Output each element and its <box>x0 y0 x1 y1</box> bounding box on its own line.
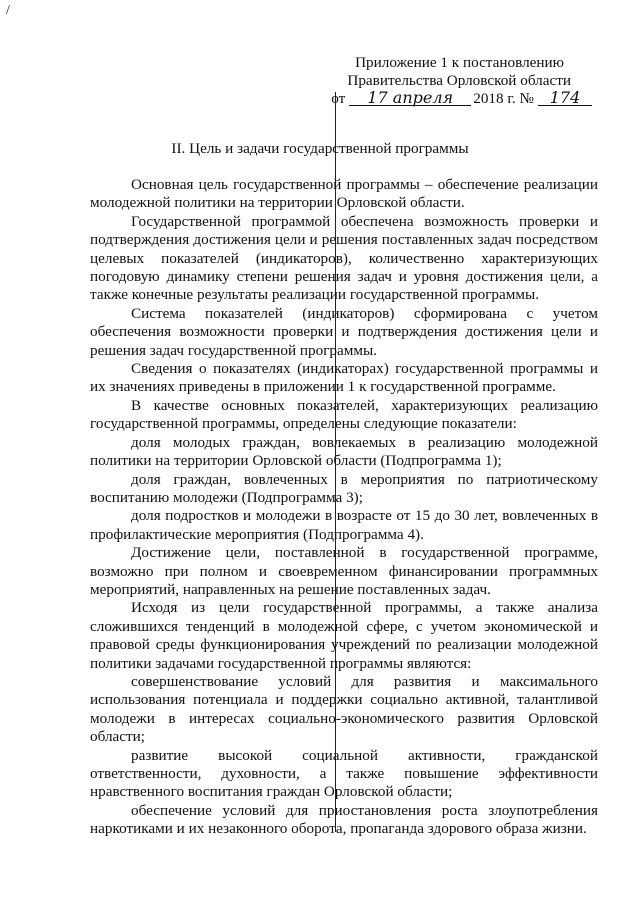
list-item-task-1: совершенствование условий для развития и максимального использования потенциала и поддержки социально активной, талантливой молодежи в интересах социально-экономического развития Орловской области; <box>90 672 598 746</box>
list-item-task-2: развитие высокой социальной активности, гражданской ответственности, духовности, а также повышение эффективности нравственного воспитания граждан Орловской области; <box>90 746 598 801</box>
paragraph-main-indicators: В качестве основных показателей, характеризующих реализацию государственной программы, определены следующие показатели: <box>90 396 598 433</box>
paragraph-goal-achievement: Достижение цели, поставленной в государственной программе, возможно при полном и своевременном финансировании программных мероприятий, направленных на решение поставленных задач. <box>90 544 598 598</box>
appendix-header <box>300 54 600 108</box>
year-number-label: 2018 г. № <box>473 90 534 107</box>
corner-pen-mark: / <box>6 3 10 18</box>
paragraph-main-goal: Основная цель государственной программы – обеспечение реализации молодежной политики на территории Орловской области. <box>90 176 598 212</box>
header-line-appendix: Приложение 1 к постановлению <box>355 54 564 71</box>
paragraph-verification: Государственной программой обеспечена возможность проверки и подтверждения достижения цели и решения поставленных задач посредством целевых показателей (индикаторов), количественно характеризующих погодовую динамику степени решения задач и уровня достижения цели, а также конечные результаты реализации государственной программы. <box>90 212 598 304</box>
list-item-indicator-3: доля подростков и молодежи в возрасте от 15 до 30 лет, вовлеченных в профилактические мероприятия (Подпрограмма 4). <box>90 507 598 543</box>
from-label: от <box>331 90 346 107</box>
document-body <box>90 176 598 839</box>
handwritten-number: 174 <box>538 90 592 106</box>
paragraph-indicator-info: Сведения о показателях (индикаторах) государственной программы и их значениях приведены в приложении 1 к государственной программе. <box>90 360 598 396</box>
header-date-line <box>300 90 600 108</box>
handwritten-date: 17 апреля <box>349 90 471 106</box>
paragraph-indicator-system: Система показателей (индикаторов) сформирована с учетом обеспечения возможности проверки и подтверждения достижения цели и решения задач государственной программы. <box>90 304 598 359</box>
section-title: II. Цель и задачи государственной программы <box>171 140 469 157</box>
header-line-government: Правительства Орловской области <box>347 72 571 89</box>
list-item-indicator-1: доля молодых граждан, вовлекаемых в реализацию молодежной политики на территории Орловской области (Подпрограмма 1); <box>90 433 598 470</box>
list-item-task-3: обеспечение условий для приостановления роста злоупотребления наркотиками и их незаконного оборота, пропаганда здорового образа жизни. <box>90 801 598 838</box>
list-item-indicator-2: доля граждан, вовлеченных в мероприятия по патриотическому воспитанию молодежи (Подпрограмма 3); <box>90 470 598 506</box>
paragraph-tasks-intro: Исходя из цели государственной программы, а также анализа сложившихся тенденций в молодежной сфере, с учетом экономической и правовой среды функционирования учреждений по реализации молодежной политики задачами государственной программы являются: <box>90 599 598 672</box>
